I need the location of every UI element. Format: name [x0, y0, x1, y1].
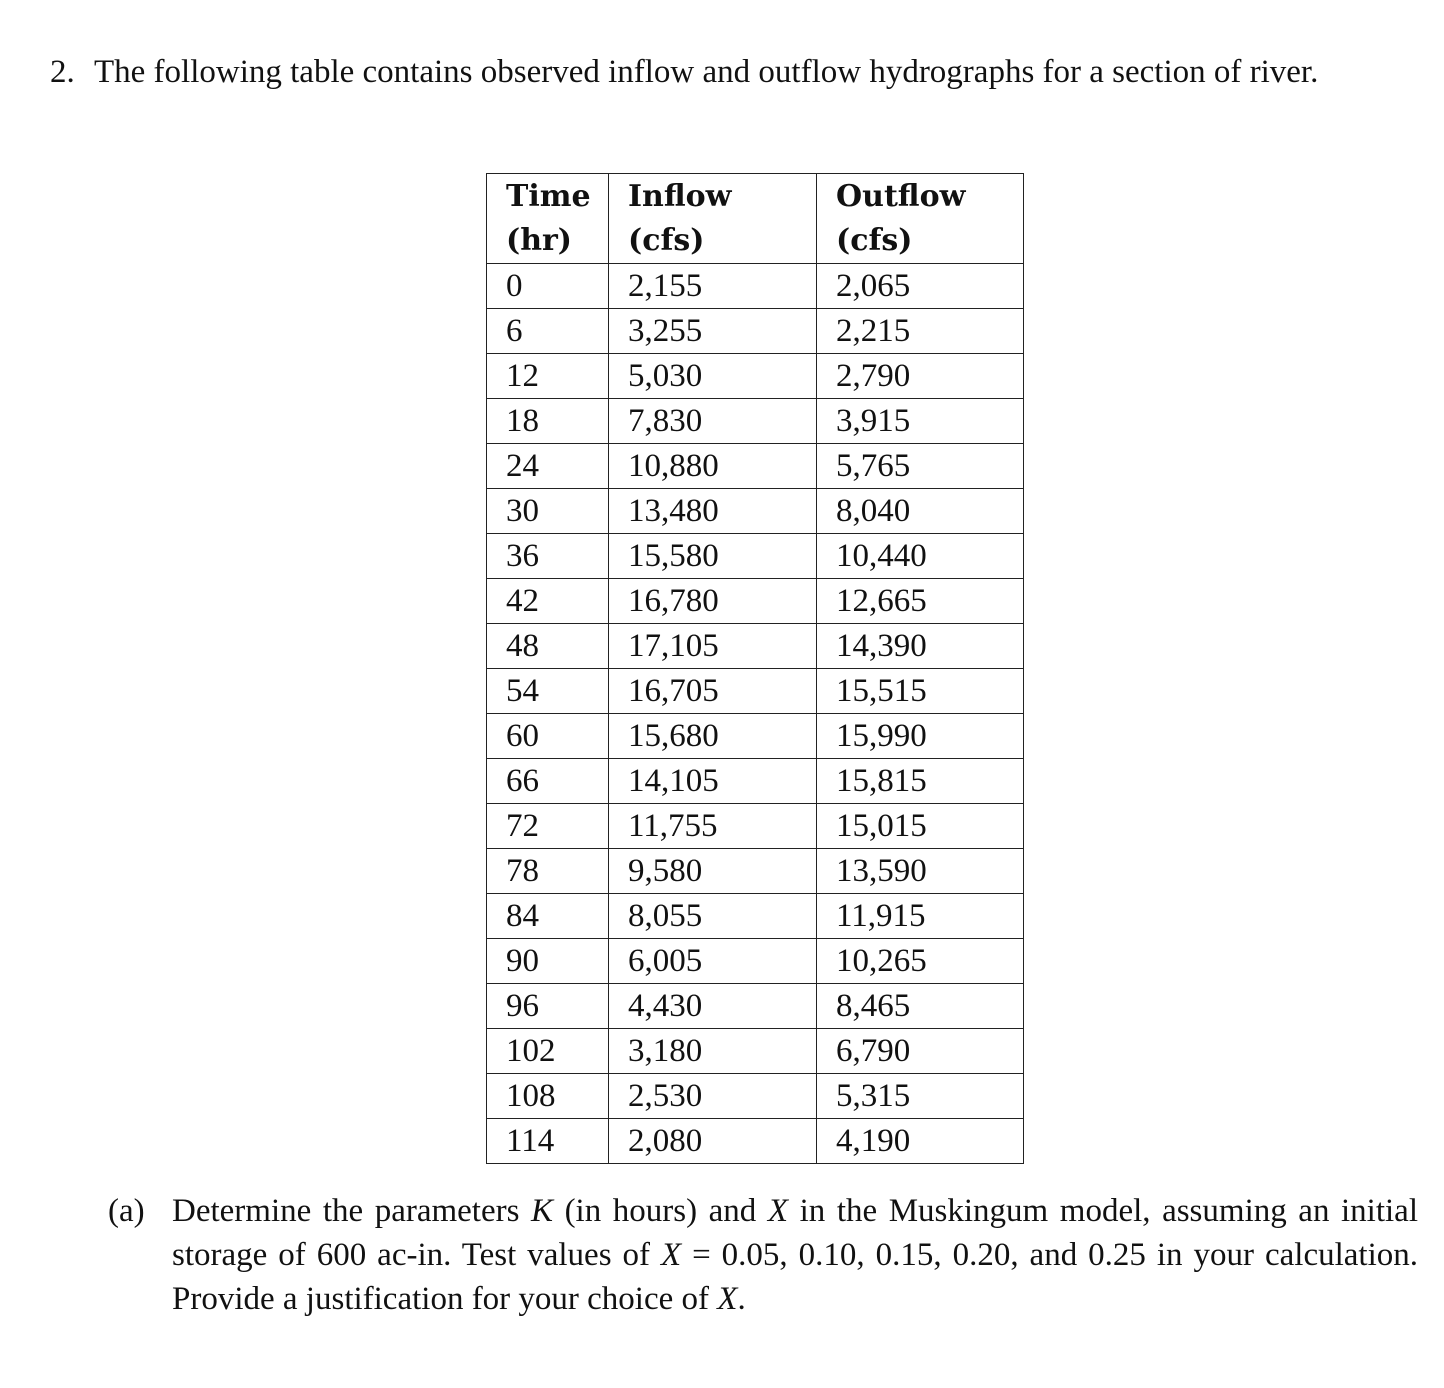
table-row: [487, 534, 1024, 579]
cell-time: 84: [487, 894, 609, 939]
cell-inflow: 9,580: [609, 849, 817, 894]
cell-inflow: 3,255: [609, 309, 817, 354]
cell-inflow: 16,780: [609, 579, 817, 624]
table-row: [487, 669, 1024, 714]
problem-statement: [50, 50, 1420, 94]
table-row: [487, 264, 1024, 309]
part-a-text: Determine the parameters K (in hours) and X in the Muskingum model, assuming an initial storage of 600 ac-in. Test values of X = 0.05, 0.10, 0.15, 0.20, and 0.25 in your calculation. Provide a justification for your choice of X.: [172, 1193, 1418, 1317]
cell-outflow: 10,440: [817, 534, 1024, 579]
cell-inflow: 14,105: [609, 759, 817, 804]
table-row: [487, 354, 1024, 399]
cell-inflow: 15,680: [609, 714, 817, 759]
cell-time: 102: [487, 1029, 609, 1074]
cell-outflow: 13,590: [817, 849, 1024, 894]
cell-outflow: 8,040: [817, 489, 1024, 534]
cell-inflow: 5,030: [609, 354, 817, 399]
table-row: [487, 849, 1024, 894]
cell-time: 108: [487, 1074, 609, 1119]
cell-inflow: 15,580: [609, 534, 817, 579]
cell-time: 36: [487, 534, 609, 579]
cell-time: 30: [487, 489, 609, 534]
cell-time: 114: [487, 1119, 609, 1164]
hydrograph-table: [486, 173, 1024, 1164]
table-row: [487, 1119, 1024, 1164]
problem-text: The following table contains observed inflow and outflow hydrographs for a section of river.: [94, 54, 1319, 90]
cell-time: 42: [487, 579, 609, 624]
cell-outflow: 2,790: [817, 354, 1024, 399]
cell-outflow: 15,815: [817, 759, 1024, 804]
table-row: [487, 894, 1024, 939]
table-row: [487, 309, 1024, 354]
table-row: [487, 489, 1024, 534]
cell-time: 60: [487, 714, 609, 759]
cell-time: 54: [487, 669, 609, 714]
table-row: [487, 804, 1024, 849]
table-header-row: [487, 174, 1024, 264]
cell-outflow: 10,265: [817, 939, 1024, 984]
table-row: [487, 759, 1024, 804]
cell-inflow: 10,880: [609, 444, 817, 489]
var-X: X: [660, 1237, 682, 1273]
cell-outflow: 15,990: [817, 714, 1024, 759]
cell-outflow: 5,315: [817, 1074, 1024, 1119]
cell-outflow: 15,015: [817, 804, 1024, 849]
cell-time: 6: [487, 309, 609, 354]
cell-inflow: 4,430: [609, 984, 817, 1029]
cell-inflow: 16,705: [609, 669, 817, 714]
var-X: X: [717, 1281, 738, 1317]
var-K: K: [531, 1193, 554, 1229]
header-inflow: Inflow (cfs): [609, 174, 817, 264]
cell-inflow: 11,755: [609, 804, 817, 849]
cell-time: 18: [487, 399, 609, 444]
table-row: [487, 624, 1024, 669]
cell-inflow: 17,105: [609, 624, 817, 669]
cell-outflow: 8,465: [817, 984, 1024, 1029]
cell-outflow: 11,915: [817, 894, 1024, 939]
cell-inflow: 3,180: [609, 1029, 817, 1074]
cell-time: 90: [487, 939, 609, 984]
cell-outflow: 14,390: [817, 624, 1024, 669]
cell-outflow: 2,065: [817, 264, 1024, 309]
cell-outflow: 2,215: [817, 309, 1024, 354]
table-body: [487, 264, 1024, 1164]
part-a: [108, 1189, 1418, 1321]
problem-number: 2.: [50, 54, 75, 90]
cell-time: 78: [487, 849, 609, 894]
cell-time: 48: [487, 624, 609, 669]
cell-time: 66: [487, 759, 609, 804]
table-row: [487, 939, 1024, 984]
cell-outflow: 15,515: [817, 669, 1024, 714]
cell-outflow: 6,790: [817, 1029, 1024, 1074]
cell-inflow: 2,530: [609, 1074, 817, 1119]
cell-inflow: 8,055: [609, 894, 817, 939]
cell-time: 0: [487, 264, 609, 309]
cell-outflow: 5,765: [817, 444, 1024, 489]
cell-inflow: 13,480: [609, 489, 817, 534]
cell-outflow: 4,190: [817, 1119, 1024, 1164]
table-row: [487, 1074, 1024, 1119]
header-outflow: Outflow (cfs): [817, 174, 1024, 264]
cell-time: 96: [487, 984, 609, 1029]
table-row: [487, 1029, 1024, 1074]
cell-time: 72: [487, 804, 609, 849]
part-a-label: (a): [108, 1193, 145, 1229]
cell-inflow: 2,080: [609, 1119, 817, 1164]
cell-inflow: 7,830: [609, 399, 817, 444]
cell-outflow: 3,915: [817, 399, 1024, 444]
table-row: [487, 714, 1024, 759]
cell-time: 24: [487, 444, 609, 489]
table-row: [487, 399, 1024, 444]
table-row: [487, 984, 1024, 1029]
cell-inflow: 2,155: [609, 264, 817, 309]
header-time: Time (hr): [487, 174, 609, 264]
table-row: [487, 579, 1024, 624]
cell-outflow: 12,665: [817, 579, 1024, 624]
cell-inflow: 6,005: [609, 939, 817, 984]
var-X: X: [767, 1193, 789, 1229]
cell-time: 12: [487, 354, 609, 399]
table-row: [487, 444, 1024, 489]
